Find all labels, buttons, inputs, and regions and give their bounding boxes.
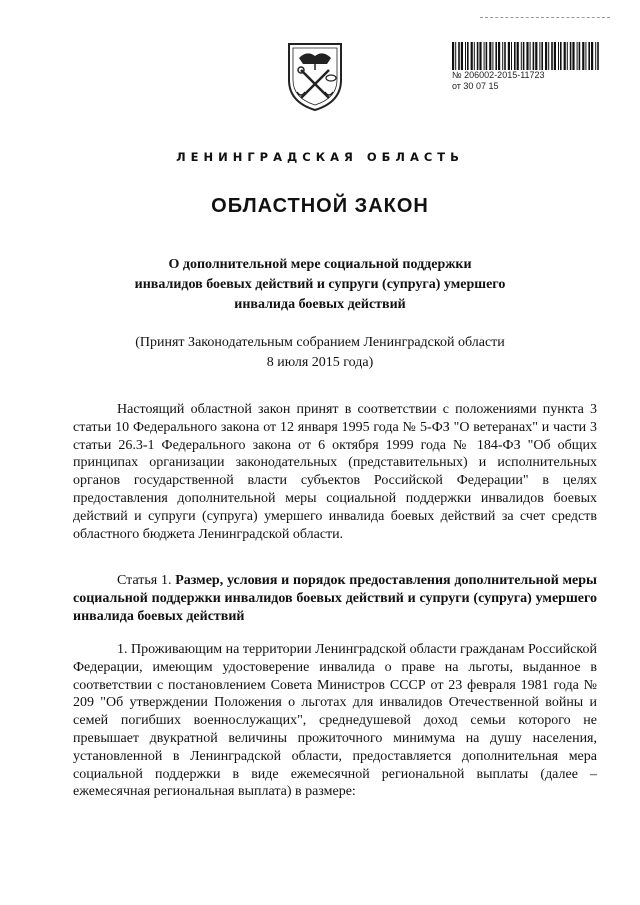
barcode-bar bbox=[582, 42, 584, 70]
barcode-bar bbox=[588, 42, 590, 70]
article-label: Статья 1. bbox=[117, 573, 172, 588]
barcode-bar bbox=[492, 42, 493, 70]
law-title-line: О дополнительной мере социальной поддержки bbox=[168, 257, 472, 272]
law-title-line: инвалидов боевых действий и супруги (супруга) умершего bbox=[134, 277, 506, 292]
barcode-bar bbox=[577, 42, 578, 70]
preamble-text: Настоящий областной закон принят в соответствии с положениями пункта 3 статьи 10 Федерального закона от 12 января 1995 года № 5-ФЗ "О ветеранах" и части 3 статьи 26.3-1 Федерального закона от 6 октября 1999 года № 184-ФЗ "Об общих принципах организации законодательных (представительных) и исполнительных органов государственной власти субъектов Российской Федерации" в целях предоставления дополнительной меры социальной поддержки инвалидов боевых действий и супруги (супруга) умершего инвалида боевых действий за счет средств областного бюджета Ленинградской области. bbox=[73, 402, 597, 542]
barcode-bar bbox=[533, 42, 535, 70]
barcode-bar bbox=[558, 42, 559, 70]
barcode-bar bbox=[504, 42, 506, 70]
barcode-icon bbox=[452, 42, 602, 70]
barcode-bar bbox=[455, 42, 456, 70]
barcode-bar bbox=[461, 42, 463, 70]
document-type: ОБЛАСТНОЙ ЗАКОН bbox=[211, 195, 429, 217]
item-text: 1. Проживающим на территории Ленинградской области гражданам Российской Федерации, имеющим удостоверение инвалида о праве на льготы, выданное в соответствии с постановлением Совета Министров СССР от 23 февраля 1981 года № 209 "Об утверждении Положения о льготах для инвалидов Отечественной войны и семей погибших военнослужащих", среднедушевой доход семьи которого не превышает двукратной величины прожиточного минимума на душу населения, установленной в Ленинградской области, предоставляется дополнительная мера социальной поддержки в виде ежемесячной региональной выплаты (далее – ежемесячная региональная выплата) в размере: bbox=[73, 642, 597, 800]
barcode-bar bbox=[570, 42, 572, 70]
article-title: Размер, условия и порядок предоставления дополнительной меры социальной поддержки инвалидов боевых действий и супруги (супруга) умершего инвалида боевых действий bbox=[73, 573, 597, 624]
barcode-bar bbox=[495, 42, 497, 70]
article-1-heading bbox=[73, 572, 597, 625]
barcode-bar bbox=[477, 42, 479, 70]
barcode-bar bbox=[526, 42, 528, 70]
barcode-bar bbox=[498, 42, 500, 70]
law-title bbox=[120, 255, 520, 315]
article-1-item-1 bbox=[73, 641, 597, 801]
barcode-bar bbox=[471, 42, 473, 70]
adoption-note bbox=[100, 333, 540, 373]
barcode-bar bbox=[530, 42, 531, 70]
barcode-bar bbox=[467, 42, 469, 70]
barcode-bar bbox=[458, 42, 460, 70]
barcode-bar bbox=[508, 42, 510, 70]
barcode-bar bbox=[597, 42, 599, 70]
barcode-bar bbox=[539, 42, 540, 70]
registration-date: от 30 07 15 bbox=[452, 81, 499, 91]
barcode-bar bbox=[560, 42, 562, 70]
registration-number: № 206002-2015-11723 bbox=[452, 70, 545, 80]
barcode-bar bbox=[484, 42, 485, 70]
registration-stamp bbox=[452, 42, 604, 92]
barcode-bar bbox=[554, 42, 556, 70]
barcode-bar bbox=[452, 42, 454, 70]
barcode-bar bbox=[585, 42, 586, 70]
barcode-bar bbox=[541, 42, 543, 70]
barcode-bar bbox=[486, 42, 488, 70]
preamble bbox=[73, 401, 597, 543]
barcode-bar bbox=[548, 42, 549, 70]
barcode-bar bbox=[567, 42, 568, 70]
adoption-note-line: 8 июля 2015 года) bbox=[266, 355, 374, 370]
barcode-bar bbox=[595, 42, 596, 70]
barcode-bar bbox=[572, 42, 574, 70]
barcode-bar bbox=[511, 42, 512, 70]
barcode-bar bbox=[521, 42, 522, 70]
barcode-bar bbox=[479, 42, 481, 70]
barcode-bar bbox=[523, 42, 525, 70]
barcode-bar bbox=[502, 42, 503, 70]
barcode-bar bbox=[591, 42, 593, 70]
barcode-bar bbox=[474, 42, 475, 70]
barcode-bar bbox=[465, 42, 466, 70]
adoption-note-line: (Принят Законодательным собранием Ленинградской области bbox=[135, 335, 505, 350]
law-title-line: инвалида боевых действий bbox=[234, 297, 406, 312]
barcode-bar bbox=[517, 42, 519, 70]
barcode-bar bbox=[579, 42, 581, 70]
leningrad-oblast-emblem-icon bbox=[285, 40, 345, 112]
barcode-bar bbox=[489, 42, 491, 70]
barcode-bar bbox=[535, 42, 537, 70]
barcode-bar bbox=[514, 42, 516, 70]
region-heading: ЛЕНИНГРАДСКАЯ ОБЛАСТЬ bbox=[176, 150, 464, 164]
barcode-bar bbox=[564, 42, 566, 70]
barcode-bar bbox=[545, 42, 547, 70]
barcode-bar bbox=[551, 42, 553, 70]
scan-mark bbox=[480, 17, 610, 18]
